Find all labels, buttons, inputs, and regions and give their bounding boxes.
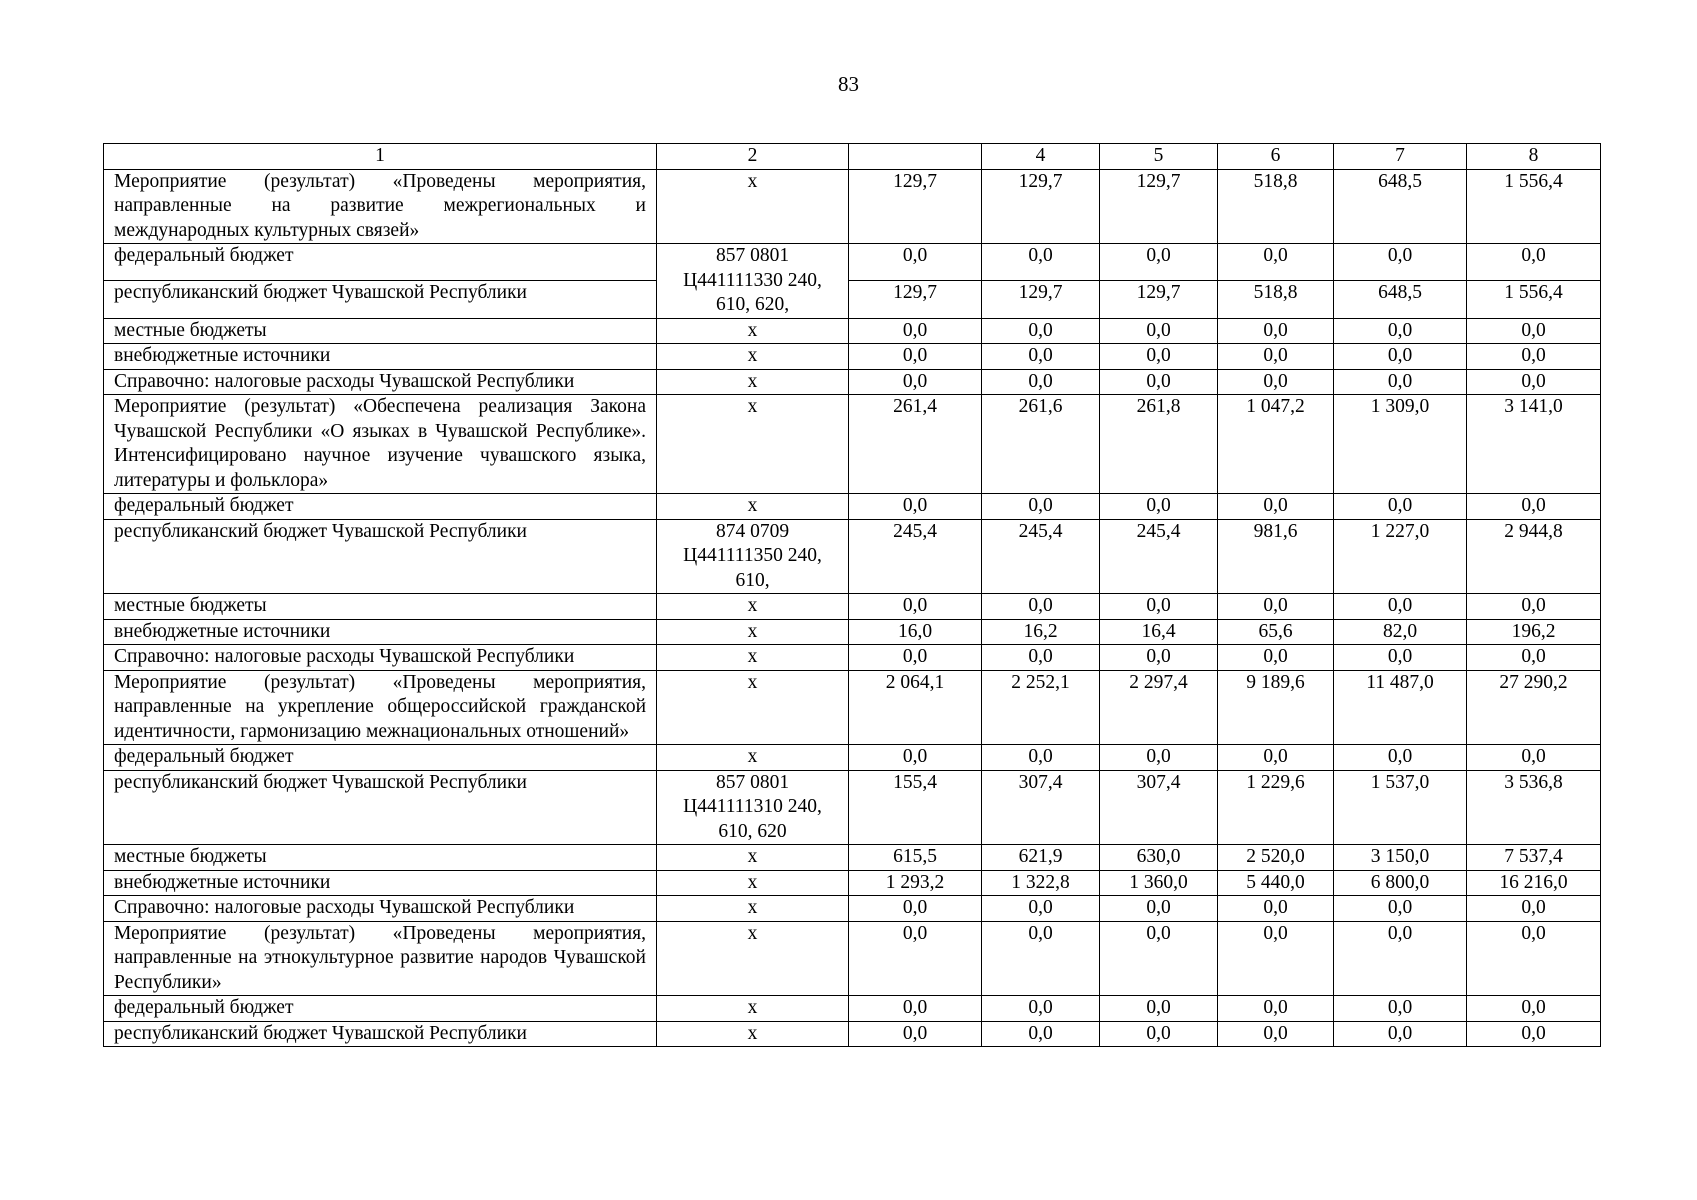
- value-cell: 0,0: [1218, 494, 1334, 520]
- value-cell: 0,0: [849, 369, 982, 395]
- value-cell: 0,0: [982, 745, 1100, 771]
- value-cell: 2 252,1: [982, 670, 1100, 745]
- budget-code-cell: [657, 244, 849, 319]
- value-cell: 0,0: [982, 494, 1100, 520]
- value-cell: 630,0: [1100, 845, 1218, 871]
- row-label: федеральный бюджет: [104, 244, 657, 281]
- value-cell: 0,0: [849, 996, 982, 1022]
- table-row: [104, 996, 1601, 1022]
- value-cell: 621,9: [982, 845, 1100, 871]
- value-cell: 129,7: [982, 169, 1100, 244]
- value-cell: 0,0: [1100, 318, 1218, 344]
- value-cell: 16,4: [1100, 619, 1218, 645]
- value-cell: 0,0: [849, 921, 982, 996]
- table-row: [104, 369, 1601, 395]
- header-cell: [849, 144, 982, 170]
- budget-code-line: х: [747, 871, 758, 893]
- value-cell: 16,2: [982, 619, 1100, 645]
- budget-code-line: х: [747, 646, 758, 667]
- budget-code-line: х: [747, 396, 758, 417]
- value-cell: 0,0: [1467, 369, 1601, 395]
- budget-code-line: 874 0709: [715, 520, 790, 542]
- table-row: [104, 281, 1601, 318]
- row-label: внебюджетные источники: [104, 619, 657, 645]
- value-cell: 307,4: [982, 770, 1100, 845]
- value-cell: 0,0: [1467, 1021, 1601, 1047]
- value-cell: 5 440,0: [1218, 870, 1334, 896]
- budget-code-line: х: [747, 170, 758, 192]
- value-cell: 518,8: [1218, 281, 1334, 318]
- row-label: республиканский бюджет Чувашской Республики: [104, 1021, 657, 1047]
- value-cell: 0,0: [1334, 996, 1467, 1022]
- value-cell: 1 556,4: [1467, 281, 1601, 318]
- budget-code-line: х: [747, 319, 758, 341]
- value-cell: 0,0: [1218, 745, 1334, 771]
- value-cell: 261,6: [982, 395, 1100, 494]
- budget-code-line: Ц441111350 240,: [683, 545, 822, 566]
- table-row: [104, 619, 1601, 645]
- value-cell: 1 360,0: [1100, 870, 1218, 896]
- value-cell: 16 216,0: [1467, 870, 1601, 896]
- budget-code-cell: [657, 645, 849, 671]
- table-row: [104, 594, 1601, 620]
- value-cell: 129,7: [1100, 169, 1218, 244]
- row-label: республиканский бюджет Чувашской Республики: [104, 281, 657, 318]
- value-cell: 0,0: [982, 594, 1100, 620]
- value-cell: 129,7: [849, 169, 982, 244]
- budget-code-cell: [657, 519, 849, 594]
- value-cell: 0,0: [982, 1021, 1100, 1047]
- header-cell: 8: [1467, 144, 1601, 170]
- budget-code-line: Ц441111330 240,: [683, 269, 822, 291]
- value-cell: 0,0: [1100, 594, 1218, 620]
- value-cell: 307,4: [1100, 770, 1218, 845]
- value-cell: 0,0: [1467, 494, 1601, 520]
- budget-code-cell: [657, 670, 849, 745]
- value-cell: 11 487,0: [1334, 670, 1467, 745]
- value-cell: 261,4: [849, 395, 982, 494]
- header-row: [104, 144, 1601, 170]
- value-cell: 1 556,4: [1467, 169, 1601, 244]
- value-cell: 0,0: [1467, 896, 1601, 922]
- value-cell: 0,0: [1334, 494, 1467, 520]
- value-cell: 981,6: [1218, 519, 1334, 594]
- table-row: [104, 896, 1601, 922]
- value-cell: 0,0: [1467, 244, 1601, 281]
- row-label: Мероприятие (результат) «Проведены мероприятия, направленные на развитие межрегиональных и международных культурных связей»: [104, 169, 657, 244]
- budget-code-cell: [657, 770, 849, 845]
- value-cell: 0,0: [849, 494, 982, 520]
- value-cell: 7 537,4: [1467, 845, 1601, 871]
- value-cell: 648,5: [1334, 281, 1467, 318]
- table-row: [104, 745, 1601, 771]
- header-cell: 6: [1218, 144, 1334, 170]
- value-cell: 0,0: [1100, 1021, 1218, 1047]
- budget-code-cell: [657, 594, 849, 620]
- value-cell: 245,4: [849, 519, 982, 594]
- value-cell: 0,0: [1218, 344, 1334, 370]
- budget-code-cell: [657, 369, 849, 395]
- value-cell: 9 189,6: [1218, 670, 1334, 745]
- row-label: Мероприятие (результат) «Проведены мероприятия, направленные на укрепление общероссийской гражданской идентичности, гармонизацию межнациональных отношений»: [104, 670, 657, 745]
- value-cell: 0,0: [982, 244, 1100, 281]
- value-cell: 0,0: [1467, 594, 1601, 620]
- value-cell: 0,0: [1467, 318, 1601, 344]
- budget-code-line: 857 0801: [715, 245, 790, 266]
- value-cell: 0,0: [982, 896, 1100, 922]
- value-cell: 1 229,6: [1218, 770, 1334, 845]
- budget-code-line: 610, 620: [718, 820, 787, 842]
- value-cell: 0,0: [1100, 921, 1218, 996]
- budget-code-line: Ц441111310 240,: [683, 796, 822, 817]
- value-cell: 0,0: [1218, 1021, 1334, 1047]
- value-cell: 1 227,0: [1334, 519, 1467, 594]
- value-cell: 0,0: [1218, 996, 1334, 1022]
- table-row: [104, 1021, 1601, 1047]
- value-cell: 155,4: [849, 770, 982, 845]
- budget-code-line: х: [747, 922, 758, 944]
- value-cell: 0,0: [1334, 1021, 1467, 1047]
- budget-code-line: х: [747, 620, 758, 642]
- row-label: федеральный бюджет: [104, 996, 657, 1022]
- table-row: [104, 770, 1601, 845]
- value-cell: 0,0: [1100, 645, 1218, 671]
- row-label: Справочно: налоговые расходы Чувашской Республики: [104, 896, 657, 922]
- value-cell: 0,0: [1100, 494, 1218, 520]
- budget-code-line: х: [747, 846, 758, 867]
- value-cell: 0,0: [1467, 921, 1601, 996]
- value-cell: 0,0: [849, 745, 982, 771]
- value-cell: 196,2: [1467, 619, 1601, 645]
- budget-code-line: х: [747, 495, 758, 516]
- value-cell: 16,0: [849, 619, 982, 645]
- value-cell: 615,5: [849, 845, 982, 871]
- value-cell: 1 322,8: [982, 870, 1100, 896]
- value-cell: 0,0: [849, 244, 982, 281]
- value-cell: 0,0: [1467, 996, 1601, 1022]
- row-label: Мероприятие (результат) «Обеспечена реализация Закона Чувашской Республики «О языках в Чувашской Республике». Интенсифицировано научное изучение чувашского языка, литературы и фольклора»: [104, 395, 657, 494]
- value-cell: 0,0: [1100, 896, 1218, 922]
- value-cell: 0,0: [849, 344, 982, 370]
- value-cell: 0,0: [1100, 745, 1218, 771]
- value-cell: 0,0: [1334, 594, 1467, 620]
- value-cell: 518,8: [1218, 169, 1334, 244]
- value-cell: 245,4: [1100, 519, 1218, 594]
- budget-code-line: х: [747, 997, 758, 1018]
- value-cell: 0,0: [1218, 244, 1334, 281]
- value-cell: 1 293,2: [849, 870, 982, 896]
- value-cell: 1 537,0: [1334, 770, 1467, 845]
- header-cell: 7: [1334, 144, 1467, 170]
- value-cell: 0,0: [1467, 745, 1601, 771]
- value-cell: 0,0: [1100, 344, 1218, 370]
- budget-code-cell: [657, 921, 849, 996]
- value-cell: 0,0: [849, 594, 982, 620]
- value-cell: 3 150,0: [1334, 845, 1467, 871]
- budget-code-line: х: [747, 746, 758, 767]
- budget-code-cell: [657, 845, 849, 871]
- value-cell: 2 297,4: [1100, 670, 1218, 745]
- value-cell: 1 309,0: [1334, 395, 1467, 494]
- budget-code-cell: [657, 318, 849, 344]
- value-cell: 3 141,0: [1467, 395, 1601, 494]
- value-cell: 0,0: [1218, 921, 1334, 996]
- budget-code-cell: [657, 870, 849, 896]
- value-cell: 0,0: [1334, 745, 1467, 771]
- budget-code-line: 610, 620,: [715, 294, 790, 315]
- value-cell: 0,0: [1334, 318, 1467, 344]
- budget-code-cell: [657, 344, 849, 370]
- row-label: Справочно: налоговые расходы Чувашской Республики: [104, 645, 657, 671]
- value-cell: 2 064,1: [849, 670, 982, 745]
- budget-code-line: 610,: [735, 569, 770, 591]
- value-cell: 0,0: [1334, 645, 1467, 671]
- value-cell: 1 047,2: [1218, 395, 1334, 494]
- table-row: [104, 244, 1601, 281]
- value-cell: 0,0: [982, 996, 1100, 1022]
- budget-code-cell: [657, 619, 849, 645]
- value-cell: 0,0: [1218, 318, 1334, 344]
- value-cell: 0,0: [982, 344, 1100, 370]
- value-cell: 65,6: [1218, 619, 1334, 645]
- row-label: федеральный бюджет: [104, 745, 657, 771]
- value-cell: 2 520,0: [1218, 845, 1334, 871]
- budget-code-line: х: [747, 1022, 758, 1044]
- value-cell: 0,0: [849, 1021, 982, 1047]
- value-cell: 0,0: [1467, 344, 1601, 370]
- value-cell: 0,0: [1334, 369, 1467, 395]
- budget-code-cell: [657, 169, 849, 244]
- budget-code-line: х: [747, 345, 758, 366]
- budget-code-cell: [657, 996, 849, 1022]
- value-cell: 0,0: [1100, 996, 1218, 1022]
- value-cell: 0,0: [849, 896, 982, 922]
- budget-code-cell: [657, 395, 849, 494]
- value-cell: 0,0: [982, 645, 1100, 671]
- table-row: [104, 318, 1601, 344]
- value-cell: 261,8: [1100, 395, 1218, 494]
- table-row: [104, 921, 1601, 996]
- row-label: Справочно: налоговые расходы Чувашской Республики: [104, 369, 657, 395]
- budget-code-line: х: [747, 595, 758, 616]
- value-cell: 2 944,8: [1467, 519, 1601, 594]
- value-cell: 129,7: [1100, 281, 1218, 318]
- budget-code-cell: [657, 896, 849, 922]
- row-label: местные бюджеты: [104, 594, 657, 620]
- table-row: [104, 344, 1601, 370]
- value-cell: 3 536,8: [1467, 770, 1601, 845]
- row-label: республиканский бюджет Чувашской Республики: [104, 519, 657, 594]
- value-cell: 82,0: [1334, 619, 1467, 645]
- value-cell: 648,5: [1334, 169, 1467, 244]
- value-cell: 0,0: [982, 921, 1100, 996]
- header-cell: 5: [1100, 144, 1218, 170]
- value-cell: 0,0: [1334, 896, 1467, 922]
- value-cell: 0,0: [1100, 369, 1218, 395]
- row-label: местные бюджеты: [104, 845, 657, 871]
- table-row: [104, 645, 1601, 671]
- table-row: [104, 169, 1601, 244]
- page-number: 83: [838, 72, 859, 96]
- row-label: республиканский бюджет Чувашской Республики: [104, 770, 657, 845]
- value-cell: 0,0: [1334, 344, 1467, 370]
- value-cell: 6 800,0: [1334, 870, 1467, 896]
- value-cell: 0,0: [982, 318, 1100, 344]
- budget-code-cell: [657, 494, 849, 520]
- budget-code-line: 857 0801: [715, 771, 790, 793]
- value-cell: 0,0: [1218, 594, 1334, 620]
- budget-code-cell: [657, 1021, 849, 1047]
- row-label: местные бюджеты: [104, 318, 657, 344]
- value-cell: 0,0: [1334, 921, 1467, 996]
- header-cell: 1: [104, 144, 657, 170]
- header-cell: 2: [657, 144, 849, 170]
- value-cell: 245,4: [982, 519, 1100, 594]
- value-cell: 0,0: [1218, 369, 1334, 395]
- table-row: [104, 395, 1601, 494]
- budget-code-line: х: [747, 897, 758, 918]
- table-row: [104, 670, 1601, 745]
- table-row: [104, 870, 1601, 896]
- row-label: внебюджетные источники: [104, 870, 657, 896]
- table-row: [104, 519, 1601, 594]
- value-cell: 0,0: [849, 645, 982, 671]
- header-cell: 4: [982, 144, 1100, 170]
- value-cell: 129,7: [849, 281, 982, 318]
- row-label: федеральный бюджет: [104, 494, 657, 520]
- value-cell: 0,0: [849, 318, 982, 344]
- budget-code-cell: [657, 745, 849, 771]
- value-cell: 0,0: [1334, 244, 1467, 281]
- value-cell: 0,0: [982, 369, 1100, 395]
- value-cell: 0,0: [1218, 896, 1334, 922]
- budget-code-line: х: [747, 370, 758, 392]
- table-row: [104, 845, 1601, 871]
- value-cell: 129,7: [982, 281, 1100, 318]
- value-cell: 0,0: [1467, 645, 1601, 671]
- value-cell: 27 290,2: [1467, 670, 1601, 745]
- value-cell: 0,0: [1218, 645, 1334, 671]
- budget-table: [103, 143, 1601, 1047]
- value-cell: 0,0: [1100, 244, 1218, 281]
- row-label: Мероприятие (результат) «Проведены мероприятия, направленные на этнокультурное развитие народов Чувашской Республики»: [104, 921, 657, 996]
- table-row: [104, 494, 1601, 520]
- row-label: внебюджетные источники: [104, 344, 657, 370]
- budget-code-line: х: [747, 671, 758, 693]
